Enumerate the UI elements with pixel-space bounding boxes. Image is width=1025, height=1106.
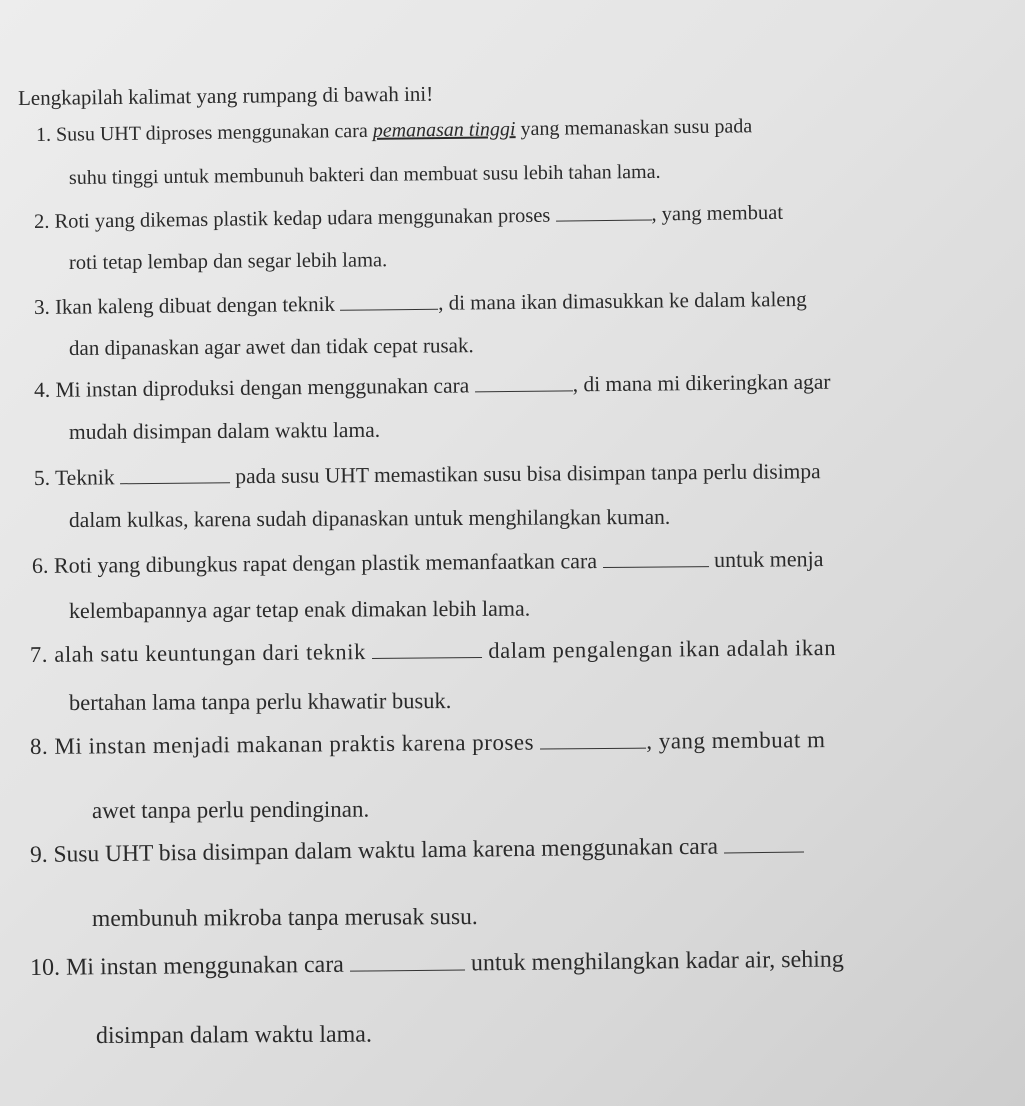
question-2-line-2: roti tetap lembap dan segar lebih lama. [68, 249, 388, 274]
question-6-line-2: kelembapannya agar tetap enak dimakan lebih lama. [68, 595, 531, 623]
question-number: 10. [29, 954, 61, 981]
question-4-line-2: mudah disimpan dalam waktu lama. [68, 417, 381, 444]
question-number: 1. [35, 123, 52, 146]
answer-blank[interactable] [540, 747, 646, 750]
answer-blank[interactable] [340, 308, 438, 311]
answer-blank[interactable] [556, 218, 652, 221]
question-9-line-2: membunuh mikroba tanpa merusak susu. [91, 903, 478, 932]
question-number: 2. [33, 210, 50, 233]
question-1-line-1: 1. Susu UHT diproses menggunakan cara pemanasan tinggi yang memanaskan susu pada [35, 115, 753, 146]
question-9-line-1: 9. Susu UHT bisa disimpan dalam waktu lama karena menggunakan cara [30, 833, 804, 869]
question-number: 8. [29, 733, 49, 759]
question-10-line-2: disimpan dalam waktu lama. [95, 1021, 372, 1049]
question-10-line-1: 10. Mi instan menggunakan cara untuk menghilangkan kadar air, sehing [29, 946, 844, 981]
question-2-line-1: 2. Roti yang dikemas plastik kedap udara menggunakan proses , yang membuat [33, 201, 784, 233]
question-8-line-2: awet tanpa perlu pendinginan. [91, 796, 370, 823]
answer-blank[interactable] [350, 968, 465, 971]
question-4-line-1: 4. Mi instan diproduksi dengan menggunakan cara , di mana mi dikeringkan agar [33, 369, 831, 402]
question-8-line-1: 8. Mi instan menjadi makanan praktis karena proses , yang membuat m [29, 727, 826, 759]
answer-blank[interactable] [372, 656, 482, 659]
answer-blank[interactable] [724, 851, 804, 854]
question-7-line-1: 7. alah satu keuntungan dari teknik dalam pengalengan ikan adalah ikan [29, 634, 837, 667]
question-7-line-2: bertahan lama tanpa perlu khawatir busuk. [68, 687, 452, 715]
question-number: 6. [31, 552, 49, 578]
question-1-line-2: suhu tinggi untuk membunuh bakteri dan membuat susu lebih tahan lama. [68, 160, 661, 189]
instruction-heading: Lengkapilah kalimat yang rumpang di bawah ini! [17, 81, 434, 110]
question-number: 4. [33, 377, 51, 402]
question-5-line-2: dalam kulkas, karena sudah dipanaskan untuk menghilangkan kuman. [68, 504, 671, 532]
question-number: 9. [29, 841, 48, 868]
question-number: 7. [29, 641, 49, 667]
filled-answer: pemanasan tinggi [372, 118, 516, 142]
question-number: 3. [33, 294, 50, 319]
answer-blank[interactable] [603, 565, 709, 568]
answer-blank[interactable] [120, 481, 230, 484]
question-3-line-1: 3. Ikan kaleng dibuat dengan teknik , di mana ikan dimasukkan ke dalam kaleng [33, 286, 807, 319]
question-number: 5. [33, 465, 51, 490]
question-3-line-2: dan dipanaskan agar awet dan tidak cepat rusak. [68, 333, 474, 360]
answer-blank[interactable] [475, 389, 573, 392]
question-6-line-1: 6. Roti yang dibungkus rapat dengan plastik memanfaatkan cara untuk menja [31, 546, 824, 578]
question-5-line-1: 5. Teknik pada susu UHT memastikan susu bisa disimpan tanpa perlu disimpa [33, 459, 821, 490]
